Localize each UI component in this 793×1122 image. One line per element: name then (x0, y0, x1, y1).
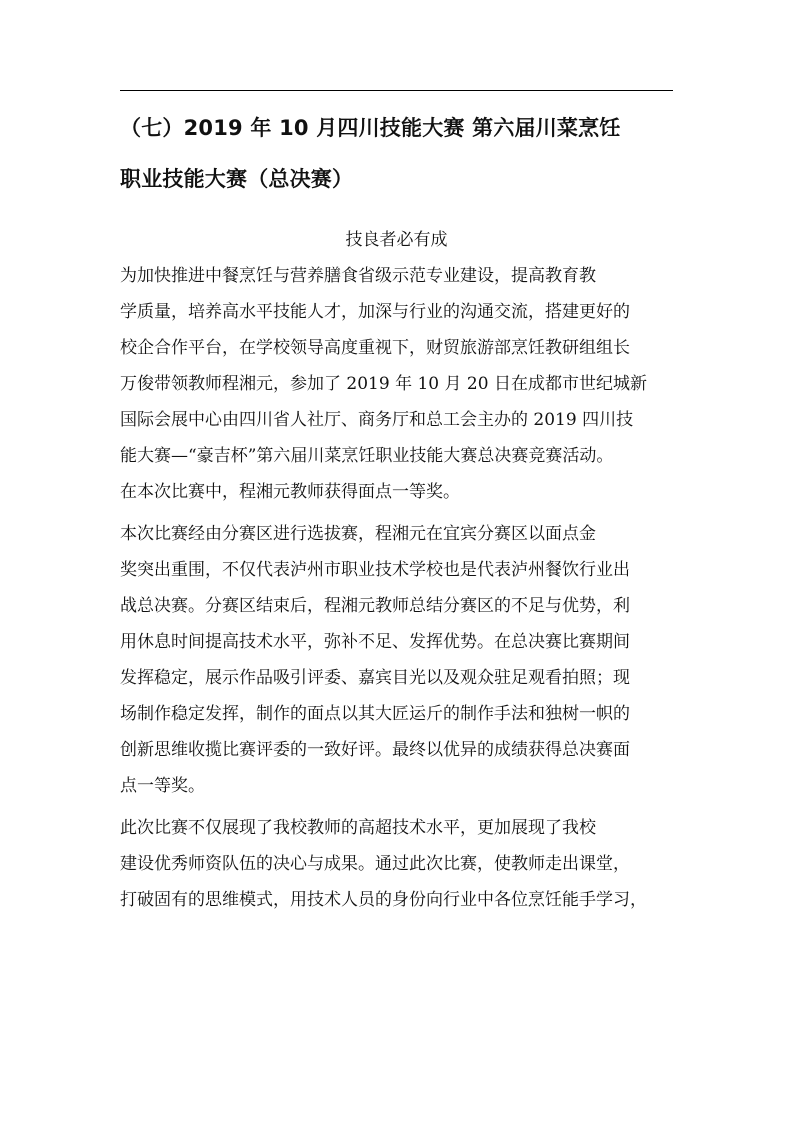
paragraph (120, 810, 685, 918)
section-heading (120, 103, 680, 205)
heading-line: （七）2019 年 10 月四川技能大赛 第六届川菜烹饪 (120, 116, 621, 140)
text-line: 万俊带领教师程湘元，参加了 2019 年 10 月 20 日在成都市世纪城新 (120, 374, 647, 394)
text-line: 场制作稳定发挥，制作的面点以其大匠运斤的制作手法和独树一帜的 (120, 704, 630, 724)
text-line: 国际会展中心由四川省人社厅、商务厅和总工会主办的 2019 四川技 (120, 410, 634, 430)
subtitle: 技良者必有成 (345, 230, 448, 250)
heading-line: 职业技能大赛（总决赛） (120, 167, 354, 191)
text-line: 校企合作平台，在学校领导高度重视下，财贸旅游部烹饪教研组组长 (120, 338, 630, 358)
text-line: 在本次比赛中，程湘元教师获得面点一等奖。 (120, 482, 460, 502)
text-line: 打破固有的思维模式，用技术人员的身份向行业中各位烹饪能手学习， (120, 890, 647, 910)
text-line: 发挥稳定，展示作品吸引评委、嘉宾目光以及观众驻足观看拍照；现 (120, 668, 630, 688)
text-line: 为加快推进中餐烹饪与营养膳食省级示范专业建设，提高教育教 (120, 266, 596, 286)
text-line: 此次比赛不仅展现了我校教师的高超技术水平，更加展现了我校 (120, 818, 596, 838)
text-line: 奖突出重围，不仅代表泸州市职业技术学校也是代表泸州餐饮行业出 (120, 560, 630, 580)
article-body (120, 258, 685, 918)
paragraph (120, 258, 685, 510)
text-line: 用休息时间提高技术水平，弥补不足、发挥优势。在总决赛比赛期间 (120, 632, 630, 652)
text-line: 创新思维收揽比赛评委的一致好评。最终以优异的成绩获得总决赛面 (120, 740, 630, 760)
text-line: 本次比赛经由分赛区进行选拔赛，程湘元在宜宾分赛区以面点金 (120, 524, 596, 544)
paragraph (120, 516, 685, 804)
text-line: 点一等奖。 (120, 776, 205, 796)
text-line: 建设优秀师资队伍的决心与成果。通过此次比赛，使教师走出课堂， (120, 854, 630, 874)
header-rule (120, 90, 673, 91)
text-line: 能大赛—“豪吉杯”第六届川菜烹饪职业技能大赛总决赛竞赛活动。 (120, 446, 614, 466)
text-line: 学质量，培养高水平技能人才，加深与行业的沟通交流，搭建更好的 (120, 302, 630, 322)
text-line: 战总决赛。分赛区结束后，程湘元教师总结分赛区的不足与优势，利 (120, 596, 630, 616)
